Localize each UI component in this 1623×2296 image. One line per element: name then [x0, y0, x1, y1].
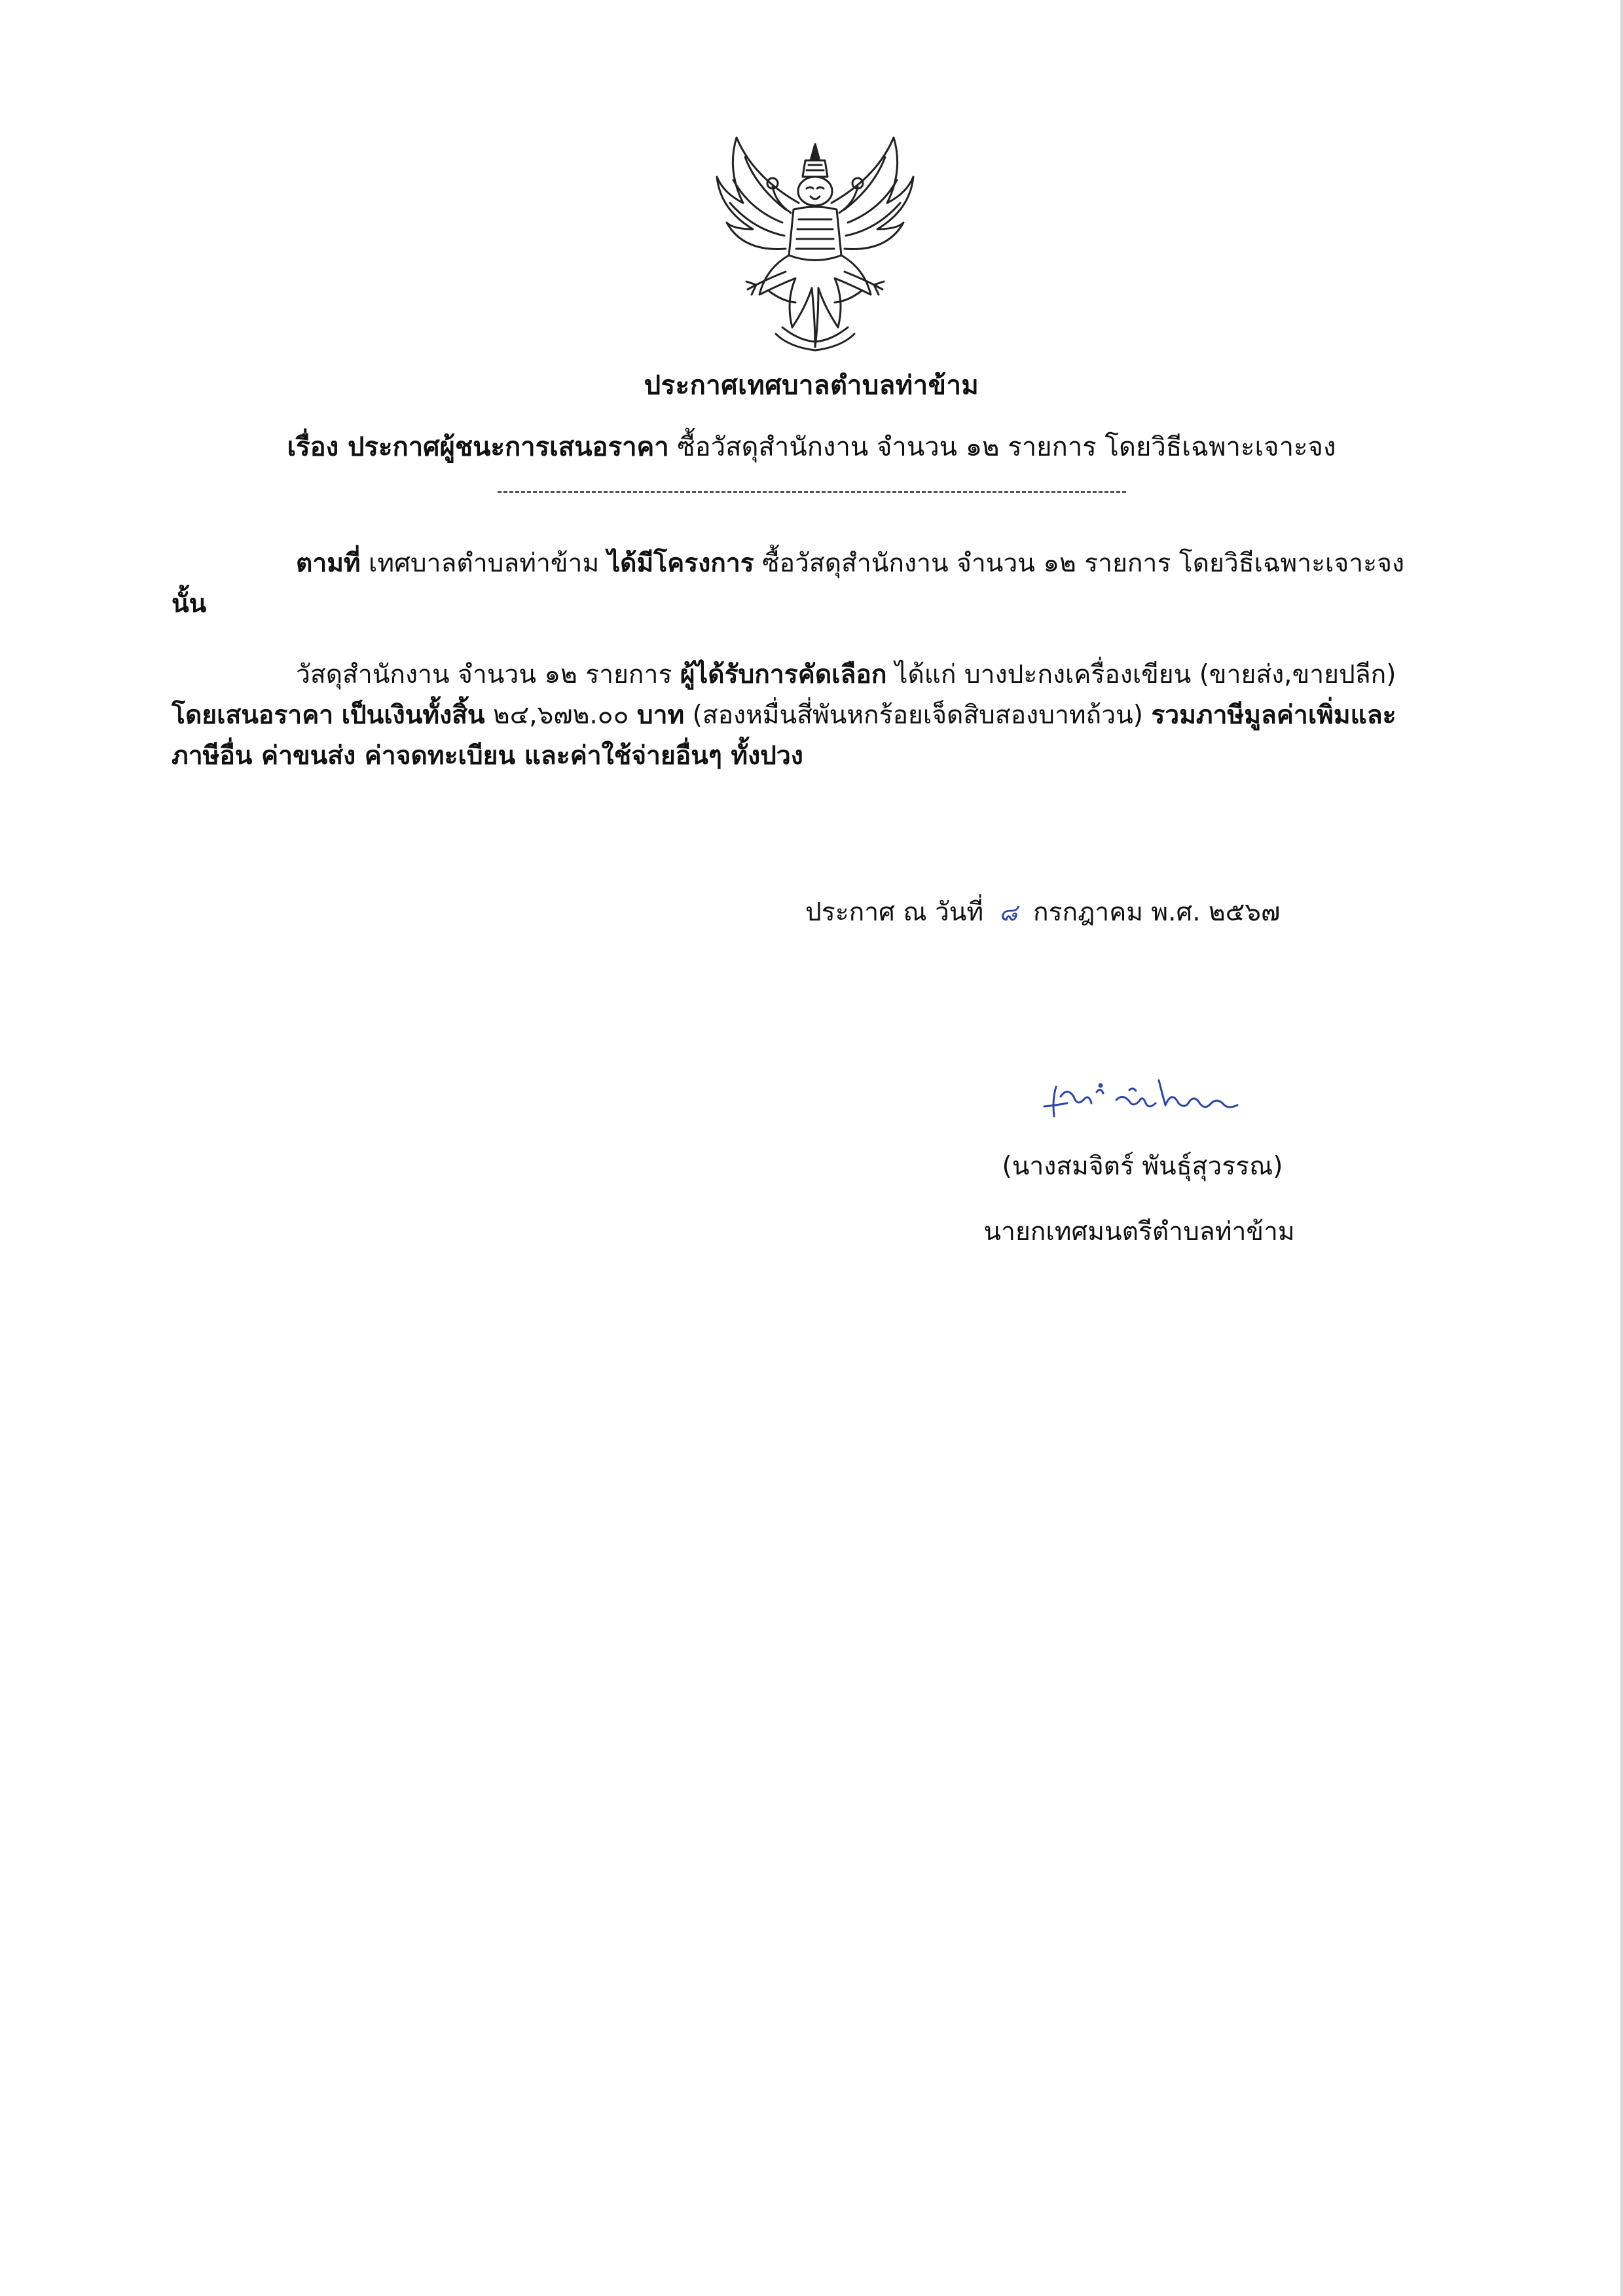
p2-text-3: ได้แก่ บางปะกงเครื่องเขียน (ขายส่ง,ขายปลีก): [886, 660, 1396, 689]
p2-text-4: โดยเสนอราคา: [172, 701, 334, 730]
p2-text-5: [333, 701, 341, 730]
p2-text-10: รวมภาษีมูลค่าเพิ่มและภาษีอื่น ค่าขนส่ง ค่าจดทะเบียน และค่าใช้จ่ายอื่นๆ ทั้งปวง: [172, 701, 1396, 771]
signer-name: (นางสมจิตร์ พันธุ์สุวรรณ): [1002, 1152, 1283, 1181]
signer-position: นายกเทศมนตรีตำบลท่าข้าม: [983, 1217, 1295, 1247]
subject-text: ซื้อวัสดุสำนักงาน จำนวน ๑๒ รายการ โดยวิธีเฉพาะเจาะจง: [677, 432, 1336, 462]
p2-amount: ๒๔,๖๗๒.๐๐: [484, 701, 637, 730]
signature-mark: [1038, 1067, 1254, 1126]
date-month-year: กรกฎาคม พ.ศ. ๒๕๖๗: [1032, 898, 1281, 927]
p2-text-6: เป็นเงินทั้งสิ้น: [341, 701, 485, 730]
announcement-date: [805, 892, 1280, 932]
p1-text-1: ตามที่: [296, 549, 361, 578]
date-prefix: ประกาศ ณ วันที่: [805, 898, 984, 927]
p1-text-2: เทศบาลตำบลท่าข้าม: [360, 549, 608, 578]
announcement-subject: [0, 426, 1623, 467]
p2-text-8: บาท: [636, 701, 685, 730]
paragraph-winner: [172, 655, 1415, 776]
paragraph-project: [172, 543, 1415, 625]
subject-prefix: เรื่อง ประกาศผู้ชนะการเสนอราคา: [287, 432, 669, 462]
p2-text-1: วัสดุสำนักงาน จำนวน ๑๒ รายการ: [296, 660, 680, 689]
date-day-handwritten: ๘: [999, 900, 1017, 926]
p1-text-5: นั้น: [172, 589, 207, 619]
announcement-title: ประกาศเทศบาลตำบลท่าข้าม: [644, 371, 979, 401]
divider-line: [498, 491, 1126, 493]
p2-text-2: ผู้ได้รับการคัดเลือก: [680, 660, 887, 689]
p1-text-4: ซื้อวัสดุสำนักงาน จำนวน ๑๒ รายการ โดยวิธีเฉพาะเจาะจง: [754, 549, 1404, 578]
garuda-emblem-icon: [707, 131, 923, 360]
p1-text-3: ได้มีโครงการ: [607, 549, 754, 578]
scan-edge-line: [1620, 0, 1623, 2296]
p2-amount-words: (สองหมื่นสี่พันหกร้อยเจ็ดสิบสองบาทถ้วน): [684, 701, 1152, 730]
